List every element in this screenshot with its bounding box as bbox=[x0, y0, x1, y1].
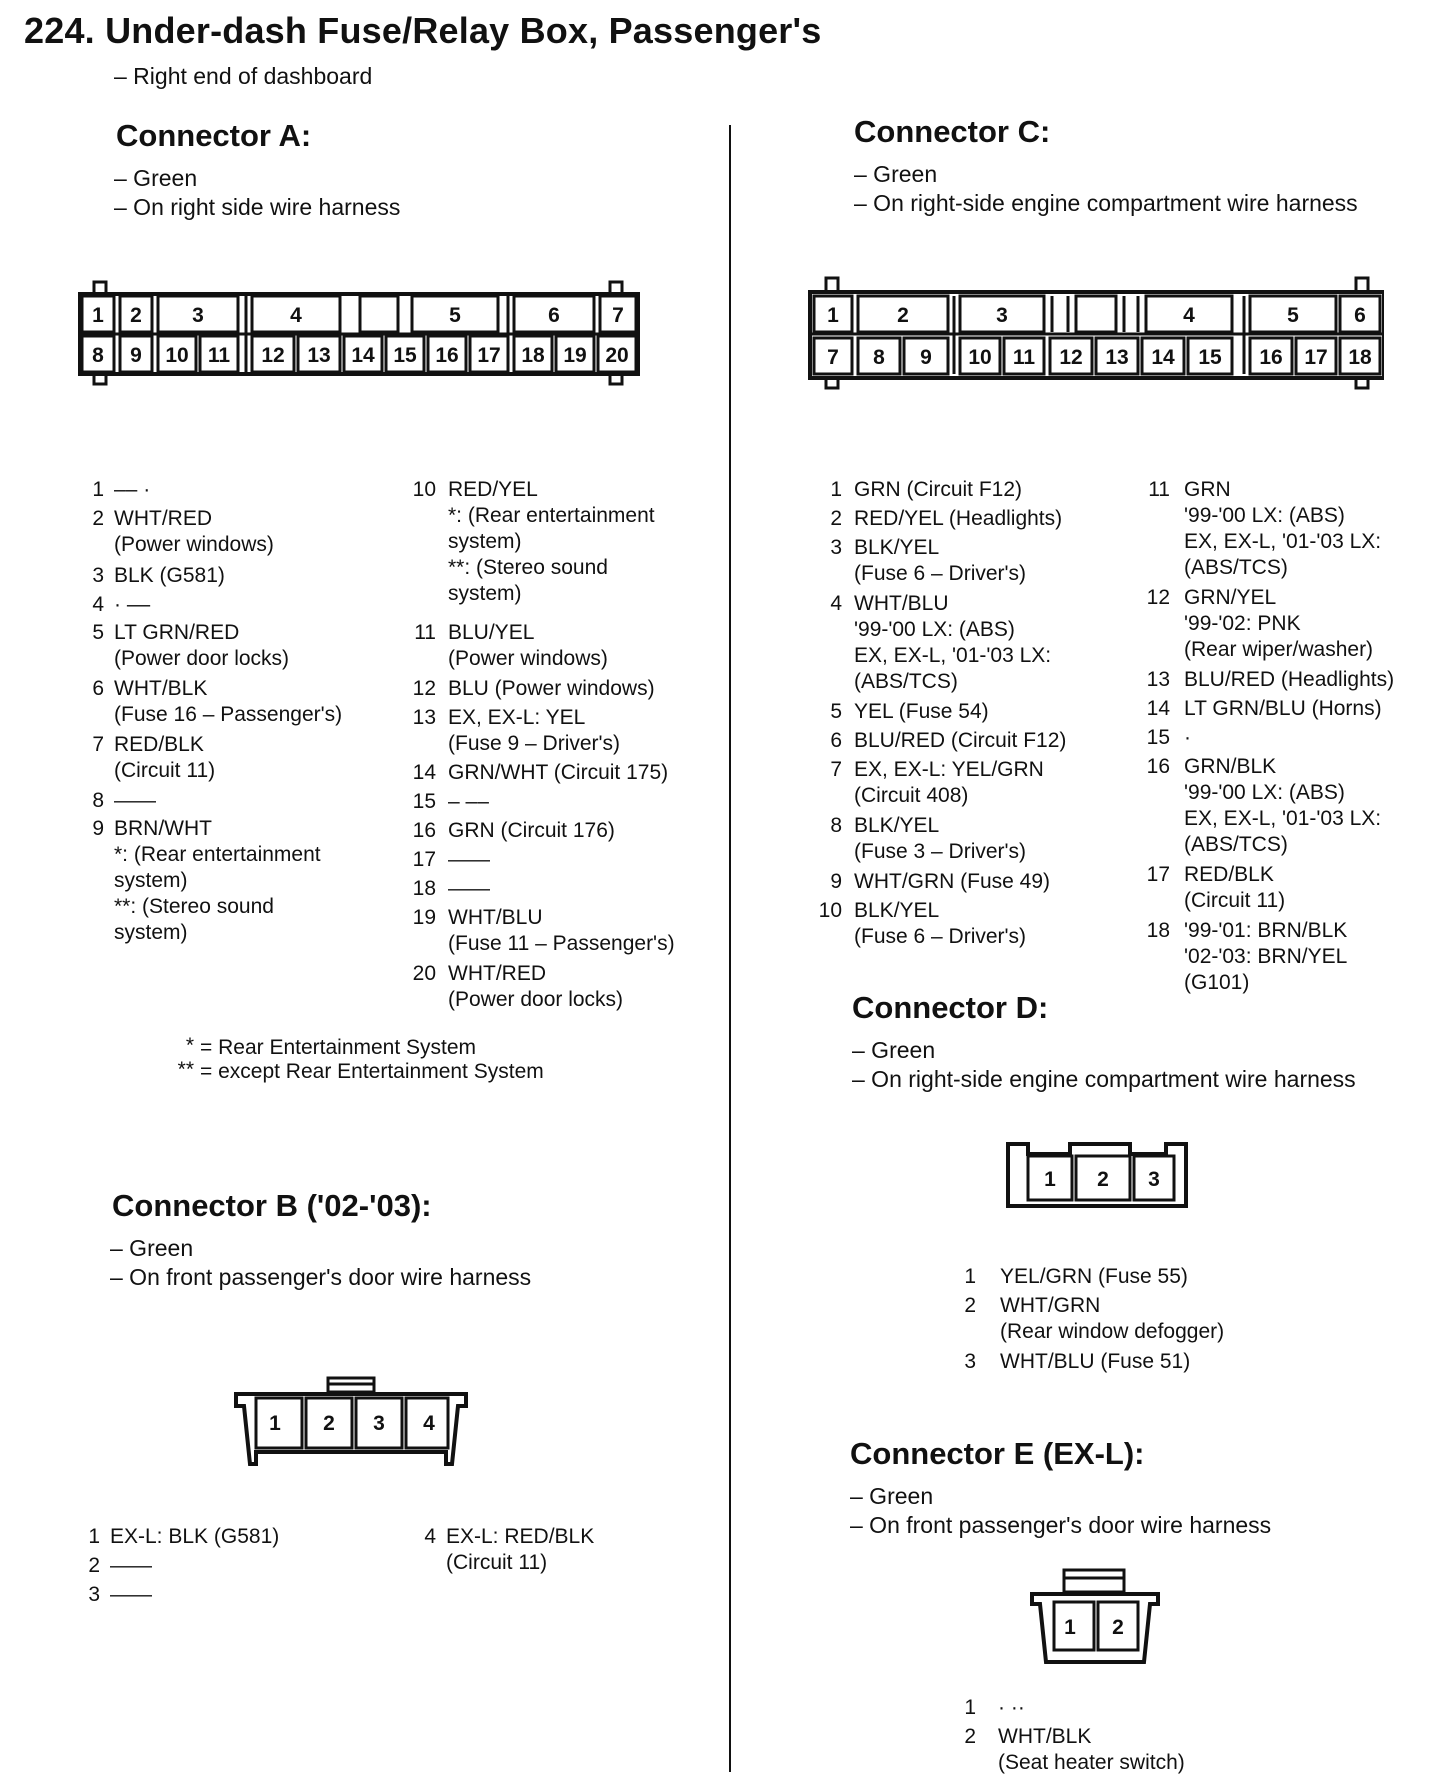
footnote-symbol: * bbox=[185, 1034, 194, 1057]
connector-e-pin-label: 1 bbox=[1064, 1616, 1076, 1639]
pin-text: LT GRN/BLU (Horns) bbox=[1184, 697, 1382, 720]
connector-c-diagram bbox=[800, 268, 1384, 402]
pin-text: (Circuit 11) bbox=[114, 759, 216, 782]
pin-number: 2 bbox=[964, 1725, 976, 1748]
connector-c-color: – Green bbox=[854, 161, 938, 187]
pin-text: (Power door locks) bbox=[448, 988, 624, 1011]
pin-text: —— bbox=[110, 1554, 152, 1577]
pin-text: (Fuse 11 – Passenger's) bbox=[448, 932, 675, 955]
pin-number: 8 bbox=[830, 814, 842, 837]
footnote-symbol: ** bbox=[177, 1058, 194, 1081]
pin-number: 6 bbox=[92, 677, 104, 700]
connector-c-pin-label: 16 bbox=[1259, 346, 1283, 369]
connector-c-location: – On right-side engine compartment wire harness bbox=[854, 190, 1358, 216]
connector-a-color: – Green bbox=[114, 165, 198, 191]
connector-d-pin-label: 3 bbox=[1148, 1168, 1160, 1191]
pin-text: RED/YEL (Headlights) bbox=[854, 507, 1063, 530]
connector-a-pin-label: 17 bbox=[477, 344, 501, 367]
pin-text: BLU/RED (Circuit F12) bbox=[854, 729, 1067, 752]
pin-text: '02-'03: BRN/YEL bbox=[1184, 945, 1348, 968]
page-location: – Right end of dashboard bbox=[114, 63, 373, 89]
pin-text: BLK (G581) bbox=[114, 564, 225, 587]
connector-c-pin-label: 9 bbox=[920, 346, 932, 369]
pin-text: (ABS/TCS) bbox=[1184, 833, 1288, 856]
connector-b-color: – Green bbox=[110, 1235, 194, 1261]
pin-text: (Power windows) bbox=[448, 647, 608, 670]
pin-number: 11 bbox=[414, 621, 436, 644]
connector-c-heading: Connector C: bbox=[854, 114, 1051, 149]
connector-c-pin-label: 11 bbox=[1012, 346, 1036, 369]
connector-a-pin-label: 12 bbox=[261, 344, 285, 367]
pin-text: WHT/BLU bbox=[448, 906, 543, 929]
pin-number: 10 bbox=[818, 899, 842, 922]
pin-text: GRN/YEL bbox=[1184, 586, 1277, 609]
connector-e-color: – Green bbox=[850, 1483, 934, 1509]
connector-d-pin-label: 2 bbox=[1097, 1168, 1109, 1191]
pin-number: 13 bbox=[1146, 668, 1170, 691]
pin-text: system) bbox=[114, 869, 188, 892]
pin-number: 4 bbox=[830, 592, 842, 615]
pin-text: BLK/YEL bbox=[854, 814, 940, 837]
pin-text: (Seat heater switch) bbox=[998, 1751, 1185, 1774]
pin-text: GRN/WHT (Circuit 175) bbox=[448, 761, 669, 784]
pin-text: '99-'02: PNK bbox=[1184, 612, 1301, 635]
pin-number: 8 bbox=[92, 789, 104, 812]
pin-text: (Circuit 11) bbox=[446, 1551, 548, 1574]
pin-number: 20 bbox=[412, 962, 436, 985]
pin-number: 18 bbox=[412, 877, 436, 900]
pin-text: system) bbox=[114, 921, 188, 944]
pin-text: GRN (Circuit F12) bbox=[854, 478, 1023, 501]
pin-number: 5 bbox=[92, 621, 104, 644]
connector-c-pin-label: 18 bbox=[1348, 346, 1372, 369]
pin-text: EX, EX-L: YEL bbox=[448, 706, 586, 729]
connector-d-diagram bbox=[1000, 1136, 1200, 1216]
pin-text: BLU/YEL bbox=[448, 621, 535, 644]
pin-number: 17 bbox=[1146, 863, 1170, 886]
pin-text: –– · bbox=[114, 478, 151, 501]
connector-b-pin-label: 4 bbox=[423, 1412, 435, 1435]
connector-a-pin-label: 2 bbox=[130, 304, 142, 327]
pin-number: 15 bbox=[412, 790, 436, 813]
connector-a-pin-label: 6 bbox=[548, 304, 560, 327]
pin-number: 11 bbox=[1148, 478, 1170, 501]
pin-number: 1 bbox=[964, 1265, 976, 1288]
pin-text: (Rear window defogger) bbox=[1000, 1320, 1225, 1343]
connector-a-heading: Connector A: bbox=[116, 118, 312, 153]
pin-number: 2 bbox=[92, 507, 104, 530]
pin-text: (Fuse 6 – Driver's) bbox=[854, 925, 1027, 948]
pin-text: (Fuse 16 – Passenger's) bbox=[114, 703, 343, 726]
pin-text: WHT/BLK bbox=[998, 1725, 1092, 1748]
connector-b-diagram bbox=[226, 1370, 488, 1470]
pin-text: · ·· bbox=[998, 1696, 1025, 1719]
pin-text: · bbox=[1184, 726, 1191, 749]
pin-text: —— bbox=[448, 848, 490, 871]
pin-text: —— bbox=[110, 1583, 152, 1606]
pin-text: (Fuse 6 – Driver's) bbox=[854, 562, 1027, 585]
connector-b-location: – On front passenger's door wire harness bbox=[110, 1264, 532, 1290]
pin-number: 7 bbox=[92, 733, 104, 756]
pin-number: 14 bbox=[1146, 697, 1170, 720]
connector-c-pin-label: 6 bbox=[1354, 304, 1366, 327]
pin-text: WHT/GRN (Fuse 49) bbox=[854, 870, 1051, 893]
footnote-text: = except Rear Entertainment System bbox=[200, 1060, 544, 1083]
pin-number: 17 bbox=[412, 848, 436, 871]
pin-number: 5 bbox=[830, 700, 842, 723]
connector-a-pin-label: 18 bbox=[521, 344, 545, 367]
connector-c-pin-label: 10 bbox=[968, 346, 992, 369]
pin-number: 4 bbox=[92, 593, 104, 616]
pin-text: '99-'01: BRN/BLK bbox=[1184, 919, 1348, 942]
pin-number: 3 bbox=[92, 564, 104, 587]
connector-a-pin-label: 11 bbox=[207, 344, 231, 367]
pin-text: YEL (Fuse 54) bbox=[854, 700, 989, 723]
connector-e-pin-label: 2 bbox=[1112, 1616, 1124, 1639]
connector-c-pin-label: 4 bbox=[1183, 304, 1195, 327]
pin-text: (ABS/TCS) bbox=[854, 670, 958, 693]
connector-c-pin-label: 5 bbox=[1287, 304, 1299, 327]
connector-a-pin-label: 19 bbox=[563, 344, 587, 367]
pin-text: (Circuit 408) bbox=[854, 784, 969, 807]
pin-text: – –– bbox=[448, 790, 489, 813]
pin-number: 10 bbox=[412, 478, 436, 501]
pin-number: 9 bbox=[830, 870, 842, 893]
connector-b-pin-label: 1 bbox=[269, 1412, 281, 1435]
connector-e-heading: Connector E (EX-L): bbox=[850, 1436, 1145, 1471]
pin-text: YEL/GRN (Fuse 55) bbox=[1000, 1265, 1188, 1288]
connector-a-location: – On right side wire harness bbox=[114, 194, 401, 220]
connector-a-pin-label: 13 bbox=[307, 344, 331, 367]
pin-number: 16 bbox=[412, 819, 436, 842]
pin-text: WHT/BLU (Fuse 51) bbox=[1000, 1350, 1191, 1373]
pin-text: · –– bbox=[114, 593, 151, 616]
pin-text: LT GRN/RED bbox=[114, 621, 240, 644]
pin-text: EX-L: RED/BLK bbox=[446, 1525, 595, 1548]
pin-text: '99-'00 LX: (ABS) bbox=[854, 618, 1015, 641]
pin-text: system) bbox=[448, 582, 522, 605]
pin-text: (Power windows) bbox=[114, 533, 274, 556]
connector-a-pin-label: 15 bbox=[393, 344, 417, 367]
connector-d-color: – Green bbox=[852, 1037, 936, 1063]
pin-number: 6 bbox=[830, 729, 842, 752]
connector-a-pin-label: 7 bbox=[612, 304, 624, 327]
connector-a-diagram bbox=[70, 270, 650, 400]
pin-text: (Fuse 3 – Driver's) bbox=[854, 840, 1027, 863]
connector-b-pin-label: 3 bbox=[373, 1412, 385, 1435]
connector-b-pin-label: 2 bbox=[323, 1412, 335, 1435]
pin-number: 1 bbox=[92, 478, 104, 501]
pin-text: GRN (Circuit 176) bbox=[448, 819, 615, 842]
pin-text: RED/BLK bbox=[114, 733, 204, 756]
pin-text: —— bbox=[114, 789, 156, 812]
connector-a-pin-label: 20 bbox=[605, 344, 629, 367]
pin-number: 16 bbox=[1146, 755, 1170, 778]
connector-e-diagram bbox=[1024, 1564, 1174, 1668]
pin-text: RED/BLK bbox=[1184, 863, 1274, 886]
pin-number: 9 bbox=[92, 817, 104, 840]
pin-number: 13 bbox=[412, 706, 436, 729]
connector-a-pin-label: 14 bbox=[351, 344, 375, 367]
pin-text: EX, EX-L, '01-'03 LX: bbox=[1184, 530, 1382, 553]
pin-number: 18 bbox=[1146, 919, 1170, 942]
connector-c-pin-label: 14 bbox=[1151, 346, 1175, 369]
connector-b-heading: Connector B ('02-'03): bbox=[112, 1188, 432, 1223]
pin-number: 7 bbox=[830, 758, 842, 781]
pin-text: (G101) bbox=[1184, 971, 1250, 994]
pin-number: 4 bbox=[424, 1525, 436, 1548]
pin-text: (Rear wiper/washer) bbox=[1184, 638, 1374, 661]
pin-text: GRN bbox=[1184, 478, 1231, 501]
connector-c-pin-label: 3 bbox=[996, 304, 1008, 327]
connector-a-pin-label: 16 bbox=[435, 344, 459, 367]
pin-text: —— bbox=[448, 877, 490, 900]
pin-number: 14 bbox=[412, 761, 436, 784]
pin-text: *: (Rear entertainment bbox=[448, 504, 655, 527]
footnote-text: = Rear Entertainment System bbox=[200, 1036, 477, 1059]
pin-text: WHT/RED bbox=[448, 962, 546, 985]
pin-number: 2 bbox=[88, 1554, 100, 1577]
connector-a-pin-label: 8 bbox=[92, 344, 104, 367]
connector-e-location: – On front passenger's door wire harness bbox=[850, 1512, 1272, 1538]
pin-text: BLU/RED (Headlights) bbox=[1184, 668, 1395, 691]
pin-text: (Power door locks) bbox=[114, 647, 290, 670]
pin-text: EX, EX-L, '01-'03 LX: bbox=[854, 644, 1052, 667]
pin-text: BLU (Power windows) bbox=[448, 677, 655, 700]
pin-text: '99-'00 LX: (ABS) bbox=[1184, 781, 1345, 804]
pin-text: WHT/BLK bbox=[114, 677, 208, 700]
pin-text: RED/YEL bbox=[448, 478, 538, 501]
connector-c-pin-label: 12 bbox=[1059, 346, 1083, 369]
pin-text: **: (Stereo sound bbox=[114, 895, 274, 918]
pin-text: '99-'00 LX: (ABS) bbox=[1184, 504, 1345, 527]
pin-number: 1 bbox=[830, 478, 842, 501]
pin-text: BLK/YEL bbox=[854, 899, 940, 922]
pin-number: 2 bbox=[964, 1294, 976, 1317]
pin-text: (Circuit 11) bbox=[1184, 889, 1286, 912]
pin-number: 19 bbox=[412, 906, 436, 929]
pin-number: 1 bbox=[964, 1696, 976, 1719]
connector-c-pin-label: 7 bbox=[827, 346, 839, 369]
connector-a-pin-label: 10 bbox=[165, 344, 189, 367]
pin-number: 12 bbox=[1146, 586, 1170, 609]
pin-text: (Fuse 9 – Driver's) bbox=[448, 732, 621, 755]
connector-d-pin-label: 1 bbox=[1044, 1168, 1056, 1191]
pin-text: **: (Stereo sound bbox=[448, 556, 608, 579]
pin-number: 3 bbox=[830, 536, 842, 559]
connector-a-pin-label: 3 bbox=[192, 304, 204, 327]
pin-number: 3 bbox=[88, 1583, 100, 1606]
page-title: 224. Under-dash Fuse/Relay Box, Passenger's bbox=[24, 10, 822, 51]
pin-text: BRN/WHT bbox=[114, 817, 212, 840]
connector-c-pin-label: 1 bbox=[827, 304, 839, 327]
connector-a-pin-label: 5 bbox=[449, 304, 461, 327]
pin-text: WHT/RED bbox=[114, 507, 212, 530]
pin-text: *: (Rear entertainment bbox=[114, 843, 321, 866]
pin-text: (ABS/TCS) bbox=[1184, 556, 1288, 579]
pin-text: EX, EX-L: YEL/GRN bbox=[854, 758, 1044, 781]
connector-d-location: – On right-side engine compartment wire harness bbox=[852, 1066, 1356, 1092]
pin-number: 3 bbox=[964, 1350, 976, 1373]
connector-c-pin-label: 15 bbox=[1198, 346, 1222, 369]
pin-text: EX-L: BLK (G581) bbox=[110, 1525, 280, 1548]
pin-text: BLK/YEL bbox=[854, 536, 940, 559]
connector-d-heading: Connector D: bbox=[852, 990, 1049, 1025]
pin-number: 2 bbox=[830, 507, 842, 530]
pin-text: EX, EX-L, '01-'03 LX: bbox=[1184, 807, 1382, 830]
pin-number: 1 bbox=[88, 1525, 100, 1548]
pin-text: WHT/GRN bbox=[1000, 1294, 1101, 1317]
connector-c-pin-label: 13 bbox=[1105, 346, 1129, 369]
pin-text: GRN/BLK bbox=[1184, 755, 1277, 778]
pin-number: 15 bbox=[1146, 726, 1170, 749]
connector-c-pin-label: 2 bbox=[897, 304, 909, 327]
column-divider bbox=[729, 125, 731, 1772]
pin-text: system) bbox=[448, 530, 522, 553]
pin-number: 12 bbox=[412, 677, 436, 700]
connector-c-pin-label: 17 bbox=[1304, 346, 1328, 369]
connector-a-pin-label: 9 bbox=[130, 344, 142, 367]
connector-c-pin-label: 8 bbox=[873, 346, 885, 369]
connector-a-pin-label: 4 bbox=[290, 304, 302, 327]
pin-text: WHT/BLU bbox=[854, 592, 949, 615]
connector-a-pin-label: 1 bbox=[92, 304, 104, 327]
